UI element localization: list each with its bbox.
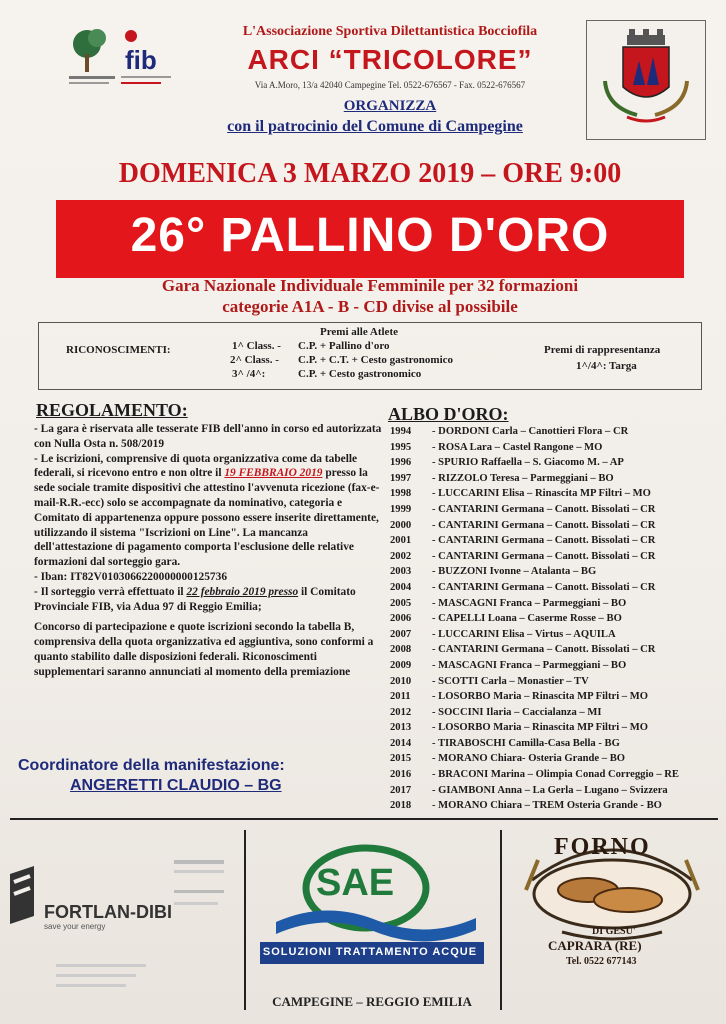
- albo-winner: - CAPELLI Loana – Caserme Rosse – BO: [432, 613, 622, 625]
- albo-year: 2016: [390, 769, 412, 781]
- organizza-label: ORGANIZZA: [343, 98, 437, 114]
- albo-winner: - CANTARINI Germana – Canott. Bissolati – CR: [432, 503, 656, 515]
- albo-row: [390, 440, 720, 456]
- albo-winner: - MORANO Chiara – TREM Osteria Grande - BO: [432, 800, 662, 812]
- albo-row: [390, 674, 720, 690]
- albo-year: 2013: [390, 722, 412, 734]
- albo-winner: - RIZZOLO Teresa – Parmeggiani – BO: [432, 472, 614, 484]
- albo-row: [390, 471, 720, 487]
- albo-row: [390, 518, 720, 534]
- prize-class-1: 1^ Class. -: [232, 340, 281, 352]
- sae-logo: SAE: [316, 862, 395, 904]
- coordinator-title: Coordinatore della manifestazione:: [18, 757, 285, 774]
- albo-row: [390, 689, 720, 705]
- albo-year: 2010: [390, 675, 412, 687]
- rule-2: [34, 452, 382, 570]
- albo-year: 2011: [390, 691, 411, 703]
- albo-winner: - MORANO Chiara- Osteria Grande – BO: [432, 753, 626, 765]
- albo-year: 2014: [390, 737, 412, 749]
- albo-row: [390, 705, 720, 721]
- event-subtitle: Gara Nazionale Individuale Femminile per 32 formazioni: [161, 276, 579, 295]
- albo-row: [390, 751, 720, 767]
- forno-phone: Tel. 0522 677143: [566, 956, 637, 967]
- albo-winner: - CANTARINI Germana – Canott. Bissolati – CR: [432, 519, 656, 531]
- albo-winner: - SCOTTI Carla – Monastier – TV: [432, 675, 589, 687]
- municipal-crest: [586, 20, 706, 140]
- prize-value-1: C.P. + Pallino d'oro: [298, 340, 390, 352]
- albo-list: [390, 424, 720, 814]
- albo-winner: - CANTARINI Germana – Canott. Bissolati – CR: [432, 644, 656, 656]
- albo-year: 2006: [390, 613, 412, 625]
- rule-3-text-b: il Comitato Provinciale FIB, via Adua 97 di Reggio Emilia;: [34, 585, 356, 613]
- iban-line: - Iban: IT82V0103066220000000125736: [34, 570, 228, 583]
- sponsor-sae: [244, 830, 502, 1010]
- albo-winner: - MASCAGNI Franca – Parmeggiani – BO: [432, 659, 627, 671]
- regolamento-title: REGOLAMENTO:: [36, 400, 188, 420]
- albo-year: 2008: [390, 644, 412, 656]
- albo-row: [390, 549, 720, 565]
- albo-year: 2002: [390, 550, 412, 562]
- albo-row: [390, 767, 720, 783]
- albo-year: 1998: [390, 488, 412, 500]
- club-name: ARCI “TRICOLORE”: [247, 44, 533, 75]
- event-date: DOMENICA 3 MARZO 2019 – ORE 9:00: [118, 158, 622, 189]
- coordinator-box: [12, 746, 382, 804]
- albo-winner: - SOCCINI Ilaria – Caccialanza – MI: [432, 706, 602, 718]
- fib-logo: [65, 24, 180, 94]
- albo-year: 1999: [390, 503, 412, 515]
- prize-value-2: C.P. + C.T. + Cesto gastronomico: [298, 354, 454, 366]
- fortlan-tagline: save your energy: [44, 922, 106, 931]
- club-address: Via A.Moro, 13/a 42040 Campegine Tel. 0522-676567 - Fax. 0522-676567: [254, 80, 526, 90]
- rule-2-text-a: - Le iscrizioni, comprensive di quota organizzativa come da tabelle federali, si ricevono entro e non oltre il: [34, 452, 358, 480]
- albo-row: [390, 596, 720, 612]
- svg-text:fib: fib: [125, 45, 157, 75]
- albo-year: 2017: [390, 784, 412, 796]
- rule-3: [34, 585, 382, 615]
- prize-class-2: 2^ Class. -: [230, 354, 279, 366]
- albo-row: [390, 455, 720, 471]
- albo-winner: - MASCAGNI Franca – Parmeggiani – BO: [432, 597, 627, 609]
- rule-2-text-b: presso la sede sociale tramite dispositivi che attestino l'avvenuta ricezione (fax-e-mail-R.R.-ecc) solo se accompagnate da nominativo, categoria e Comitato di appartenenza oppure possono essere inserite direttamente, utilizzando il sistema "Iscrizioni on Line". La mancanza dell'attestazione di pagamento comporta l'esclusione delle relative formazioni dal sorteggio gara.: [34, 467, 380, 569]
- albo-row: [390, 736, 720, 752]
- patronage-line: con il patrocinio del Comune di Campegine: [227, 118, 523, 135]
- representation-value: 1^/4^: Targa: [576, 360, 637, 372]
- albo-row: [390, 783, 720, 799]
- albo-year: 1994: [390, 426, 412, 437]
- albo-year: 2012: [390, 706, 412, 718]
- prize-value-3: C.P. + Cesto gastronomico: [298, 368, 422, 380]
- entry-deadline: 19 FEBBRAIO 2019: [224, 467, 323, 480]
- albo-winner: - LUCCARINI Elisa – Rinascita MP Filtri – MO: [432, 488, 651, 500]
- albo-winner: - LOSORBO Maria – Rinascita MP Filtri – MO: [432, 722, 648, 734]
- albo-row: [390, 424, 720, 440]
- albo-row: [390, 642, 720, 658]
- albo-row: [390, 798, 720, 814]
- albo-year: 1995: [390, 441, 412, 453]
- association-name: L'Associazione Sportiva Dilettantistica Bocciofila: [242, 24, 538, 39]
- coordinator-name: ANGERETTI CLAUDIO – BG: [70, 777, 282, 794]
- albo-row: [390, 611, 720, 627]
- rule-3-text-a: - Il sorteggio verrà effettuato il: [34, 585, 187, 598]
- albo-row: [390, 533, 720, 549]
- albo-year: 2000: [390, 519, 412, 531]
- albo-winner: - GIAMBONI Anna – La Gerla – Lugano – Svizzera: [432, 784, 668, 796]
- albo-year: 1997: [390, 472, 412, 484]
- sae-tagline: SOLUZIONI TRATTAMENTO ACQUE: [262, 946, 478, 958]
- forno-name: FORNO: [554, 834, 651, 860]
- albo-row: [390, 564, 720, 580]
- albo-row: [390, 720, 720, 736]
- albo-row: [390, 580, 720, 596]
- albo-winner: - DORDONI Carla – Canottieri Flora – CR: [432, 426, 629, 437]
- albo-row: [390, 486, 720, 502]
- albo-year: 1996: [390, 457, 412, 469]
- sae-location: CAMPEGINE – REGGIO EMILIA: [272, 994, 472, 1009]
- albo-year: 2007: [390, 628, 412, 640]
- regolamento-body: [34, 422, 382, 680]
- albo-row: [390, 502, 720, 518]
- albo-winner: - BRACONI Marina – Olimpia Conad Correggio – RE: [432, 769, 679, 781]
- albo-title: ALBO D'ORO:: [388, 404, 509, 424]
- albo-winner: - LUCCARINI Elisa – Virtus – AQUILA: [432, 628, 616, 640]
- albo-winner: - LOSORBO Maria – Rinascita MP Filtri – MO: [432, 691, 648, 703]
- albo-winner: - CANTARINI Germana – Canott. Bissolati – CR: [432, 550, 656, 562]
- representation-header: Premi di rappresentanza: [544, 344, 661, 356]
- forno-subname: DI GESU': [592, 926, 636, 937]
- fortlan-name: FORTLAN-DIBI: [44, 902, 172, 922]
- albo-winner: - TIRABOSCHI Camilla-Casa Bella - BG: [432, 737, 620, 749]
- prizes-header: Premi alle Atlete: [320, 326, 398, 338]
- albo-year: 2009: [390, 659, 412, 671]
- albo-year: 2005: [390, 597, 412, 609]
- albo-winner: - CANTARINI Germana – Canott. Bissolati – CR: [432, 581, 656, 593]
- albo-year: 2015: [390, 753, 412, 765]
- draw-date: 22 febbraio 2019 presso: [186, 585, 299, 598]
- albo-year: 2003: [390, 566, 412, 578]
- event-categories: categorie A1A - B - CD divise al possibile: [222, 297, 518, 316]
- albo-winner: - CANTARINI Germana – Canott. Bissolati – CR: [432, 535, 656, 547]
- albo-winner: - BUZZONI Ivonne – Atalanta – BG: [432, 566, 597, 578]
- albo-year: 2001: [390, 535, 412, 547]
- albo-row: [390, 627, 720, 643]
- albo-year: 2018: [390, 800, 412, 812]
- prize-class-3: 3^ /4^:: [232, 368, 266, 380]
- forno-location: CAPRARA (RE): [548, 938, 642, 953]
- albo-row: [390, 658, 720, 674]
- event-title: 26° PALLINO D'ORO: [130, 209, 610, 262]
- albo-winner: - ROSA Lara – Castel Rangone – MO: [432, 441, 603, 453]
- prizes-label: RICONOSCIMENTI:: [66, 344, 171, 356]
- rule-4: Concorso di partecipazione e quote iscrizioni secondo la tabella B, comprensiva della quota organizzativa ed aggiuntiva, sono conformi a quanto stabilito dalle disposizioni federali. Riconoscimenti supplementari saranno annunciati al momento della premiazione: [34, 621, 374, 678]
- albo-year: 2004: [390, 581, 412, 593]
- rule-1: - La gara è riservata alle tesserate FIB dell'anno in corso ed autorizzata con Nulla Osta n. 508/2019: [34, 423, 382, 450]
- albo-winner: - SPURIO Raffaella – S. Giacomo M. – AP: [432, 457, 624, 469]
